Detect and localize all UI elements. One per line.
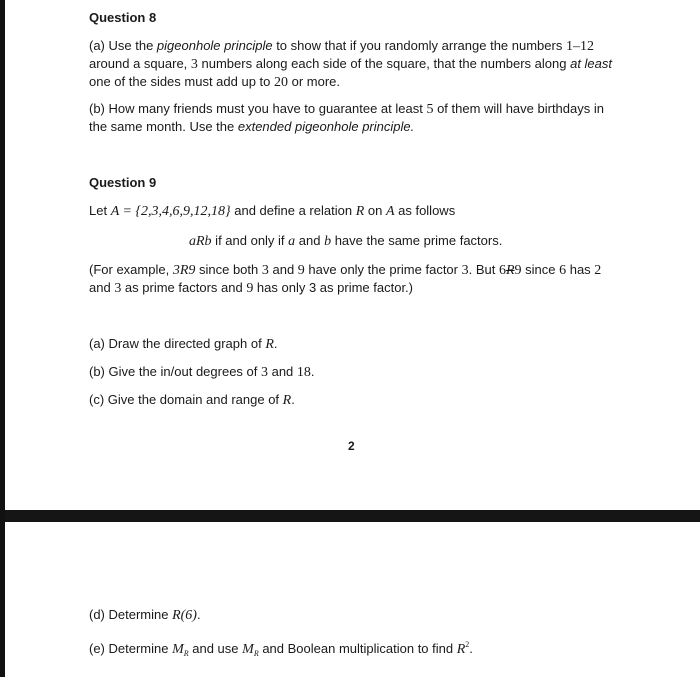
q8b-line-1: (b) How many friends must you have to guarantee at least 5 of them will have birthdays in (89, 101, 604, 117)
q8a-line-1: (a) Use the pigeonhole principle to show that if you randomly arrange the numbers 1–12 (89, 38, 594, 54)
q9-relation-rule: aRb if and only if a and b have the same prime factors. (189, 233, 503, 249)
q9-set-definition: Let A = {2,3,4,6,9,12,18} and define a relation R on A as follows (89, 203, 456, 219)
q9b: (b) Give the in/out degrees of 3 and 18. (89, 364, 315, 380)
page-number: 2 (348, 439, 355, 453)
q9-example-line-2: and 3 as prime factors and 9 has only 3 as prime factor.) (89, 280, 413, 296)
q9c: (c) Give the domain and range of R. (89, 392, 295, 408)
q8a-line-3: one of the sides must add up to 20 or more. (89, 74, 341, 90)
q9d: (d) Determine R(6). (89, 607, 201, 623)
question-9-heading: Question 9 (89, 175, 157, 190)
page-2 (0, 522, 700, 677)
left-edge-border (0, 0, 5, 677)
q9a: (a) Draw the directed graph of R. (89, 336, 278, 352)
q8b-line-2: the same month. Use the extended pigeonhole principle. (89, 119, 415, 134)
question-8-heading: Question 8 (89, 10, 157, 25)
q9-example-line-1: (For example, 3R9 since both 3 and 9 have only the prime factor 3. But 6R9 since 6 has 2 (89, 262, 602, 278)
not-related-symbol: R (505, 263, 515, 278)
q8a-line-2: around a square, 3 numbers along each side of the square, that the numbers along at least (89, 56, 613, 72)
q9e: (e) Determine $M_R$ and use $M_R$ and Boolean multiplication to find $R^2$. (89, 640, 473, 658)
page-separator (0, 510, 700, 522)
